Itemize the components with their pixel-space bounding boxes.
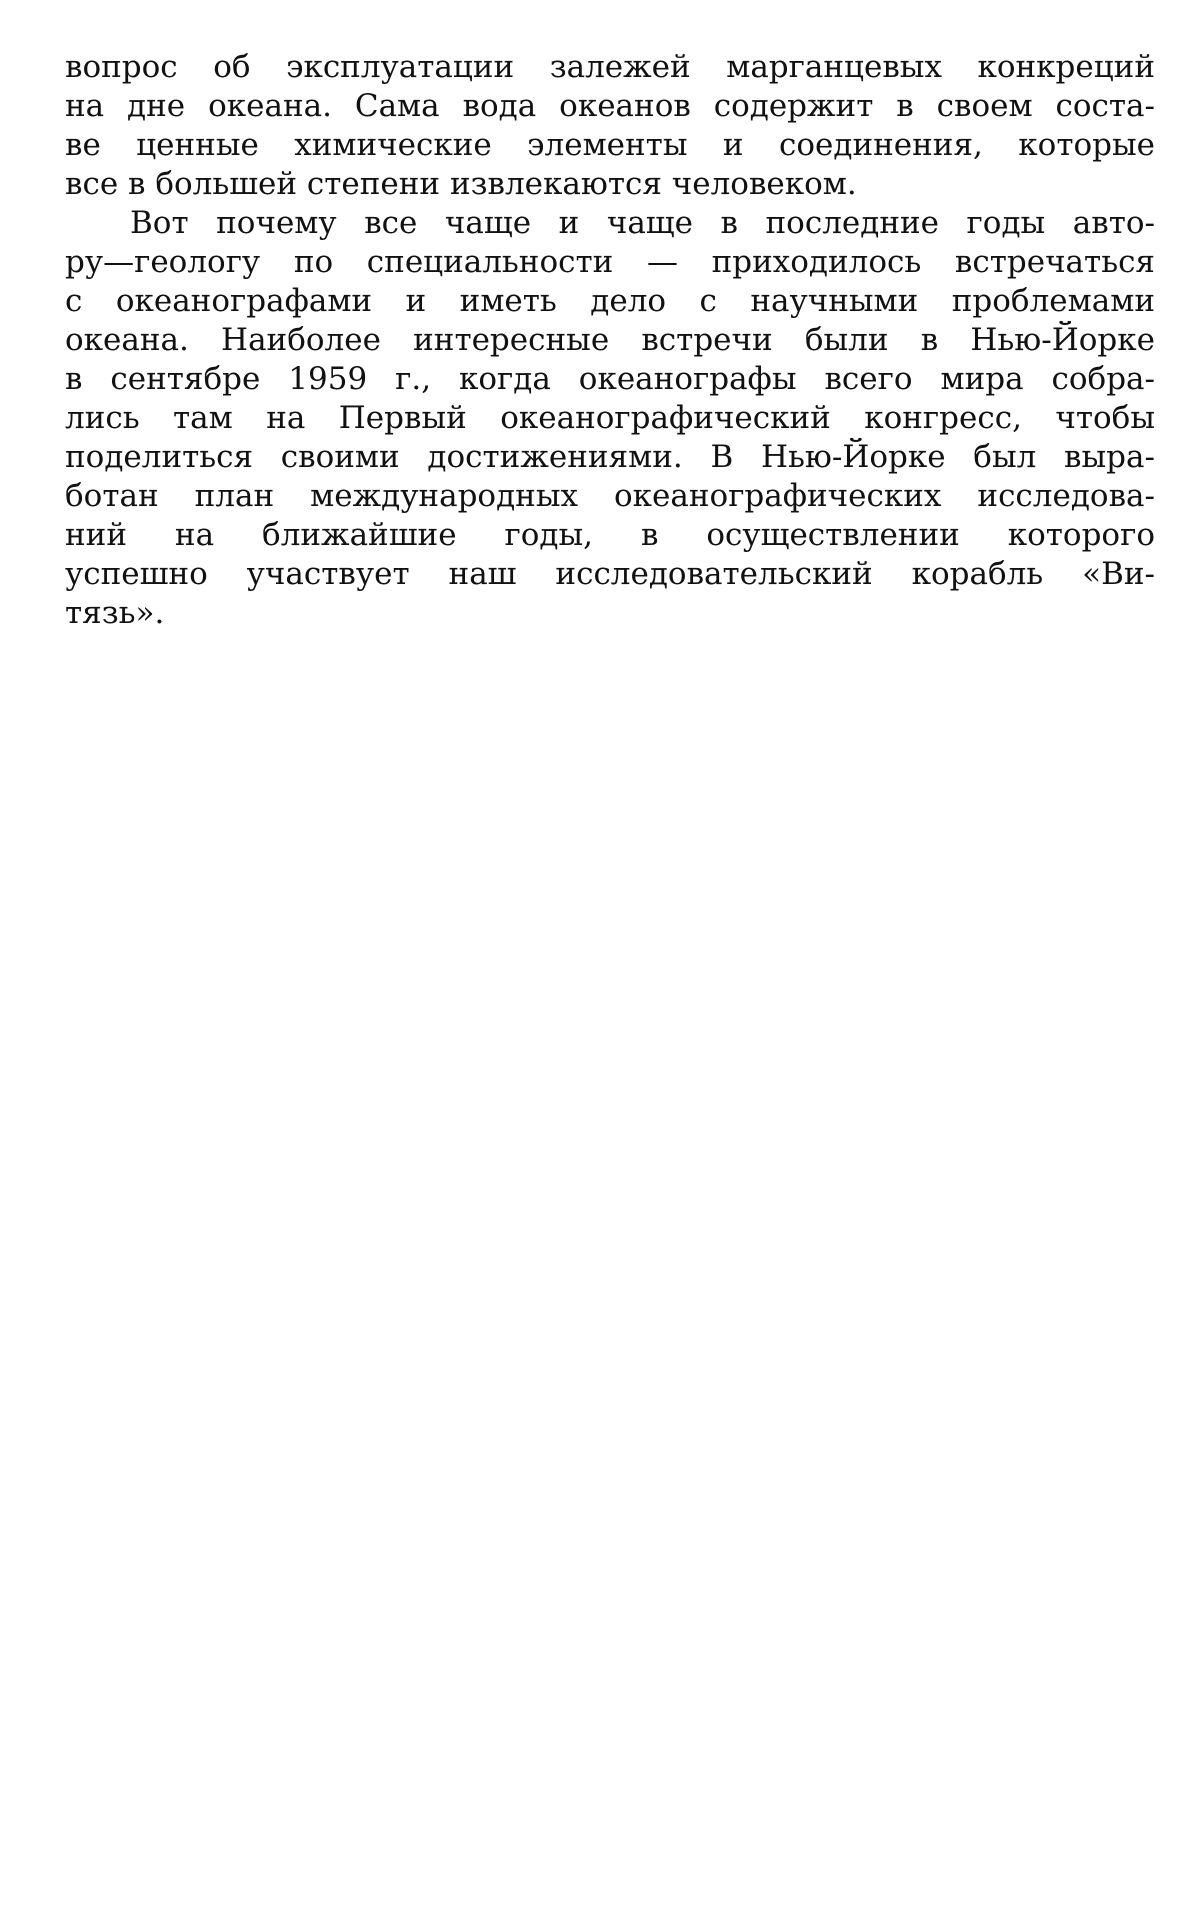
text-line: на дне океана. Сама вода океанов содержит в своем соста-	[65, 88, 1155, 124]
body-text	[65, 48, 1155, 633]
text-line: в сентябре 1959 г., когда океанографы всего мира собра-	[65, 361, 1155, 397]
paragraph-2	[65, 204, 1155, 633]
text-line: поделиться своими достижениями. В Нью-Йорке был выра-	[65, 439, 1155, 475]
text-line: лись там на Первый океанографический конгресс, чтобы	[65, 400, 1155, 436]
text-line: с океанографами и иметь дело с научными проблемами	[65, 283, 1155, 319]
text-line: успешно участвует наш исследовательский корабль «Ви-	[65, 556, 1155, 592]
text-line: ру—геологу по специальности — приходилось встречаться	[65, 244, 1155, 280]
text-line: ве ценные химические элементы и соединения, которые	[65, 127, 1155, 163]
text-line: вопрос об эксплуатации залежей марганцевых конкреций	[65, 49, 1155, 85]
text-line: ний на ближайшие годы, в осуществлении которого	[65, 517, 1155, 553]
text-line: все в большей степени извлекаются человеком.	[65, 166, 857, 202]
paragraph-1	[65, 48, 1155, 204]
text-line: Вот почему все чаще и чаще в последние годы авто-	[130, 205, 1155, 241]
text-line: тязь».	[65, 595, 165, 631]
text-line: ботан план международных океанографических исследова-	[65, 478, 1155, 514]
text-line: океана. Наиболее интересные встречи были в Нью-Йорке	[65, 322, 1155, 358]
